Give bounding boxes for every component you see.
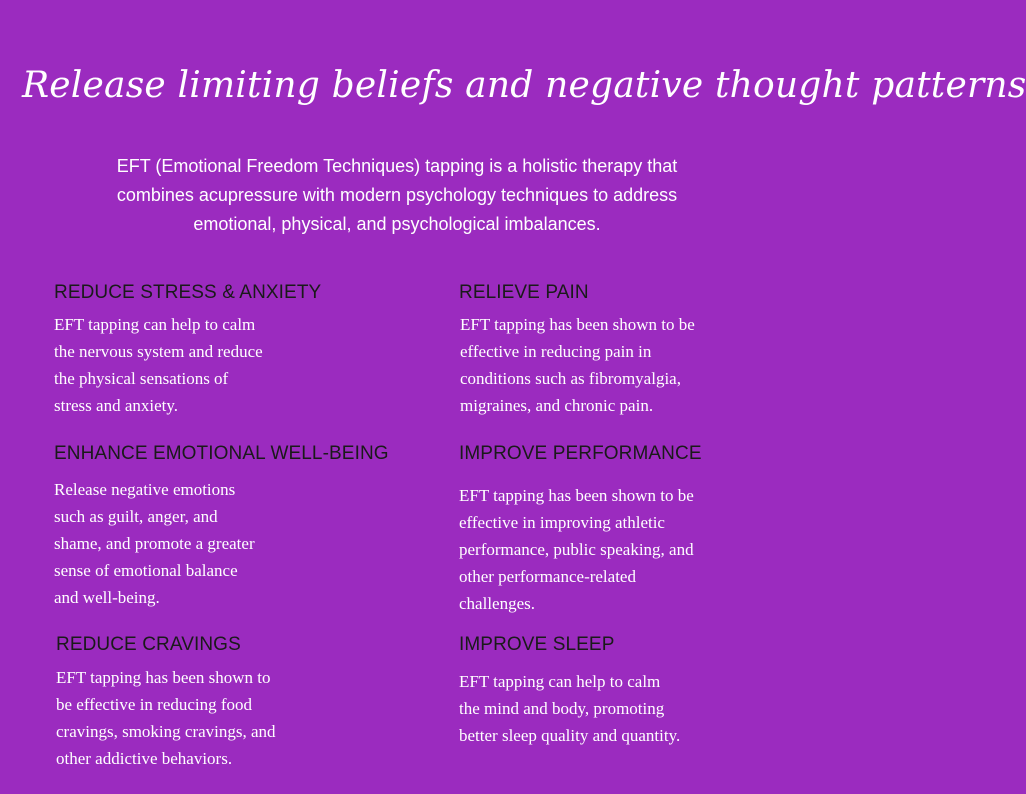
intro-paragraph: EFT (Emotional Freedom Techniques) tapping is a holistic therapy that combines acupressure with modern psychology techniques to address emotional, physical, and psychological imbalances.	[116, 156, 678, 234]
benefit-heading-improve-performance: IMPROVE PERFORMANCE	[459, 443, 702, 464]
benefit-heading-reduce-stress: REDUCE STRESS & ANXIETY	[54, 282, 322, 303]
benefit-text-emotional-wellbeing: Release negative emotions such as guilt, anger, and shame, and promote a greater sense of emotional balance and well-being.	[54, 480, 255, 607]
benefit-text-improve-performance: EFT tapping has been shown to be effective in improving athletic performance, public speaking, and other performance-related challenges.	[459, 486, 694, 613]
benefit-heading-emotional-wellbeing: ENHANCE EMOTIONAL WELL-BEING	[54, 443, 389, 464]
benefit-text-reduce-stress: EFT tapping can help to calm the nervous system and reduce the physical sensations of stress and anxiety.	[54, 315, 263, 415]
benefit-heading-relieve-pain: RELIEVE PAIN	[459, 282, 589, 303]
page-title: Release limiting beliefs and negative thought patterns	[22, 65, 1026, 106]
benefit-text-relieve-pain: EFT tapping has been shown to be effective in reducing pain in conditions such as fibromyalgia, migraines, and chronic pain.	[460, 315, 695, 415]
benefit-heading-improve-sleep: IMPROVE SLEEP	[459, 634, 615, 655]
benefit-heading-reduce-cravings: REDUCE CRAVINGS	[56, 634, 241, 655]
benefit-text-reduce-cravings: EFT tapping has been shown to be effective in reducing food cravings, smoking cravings, and other addictive behaviors.	[56, 668, 276, 768]
benefit-text-improve-sleep: EFT tapping can help to calm the mind and body, promoting better sleep quality and quantity.	[459, 672, 681, 745]
